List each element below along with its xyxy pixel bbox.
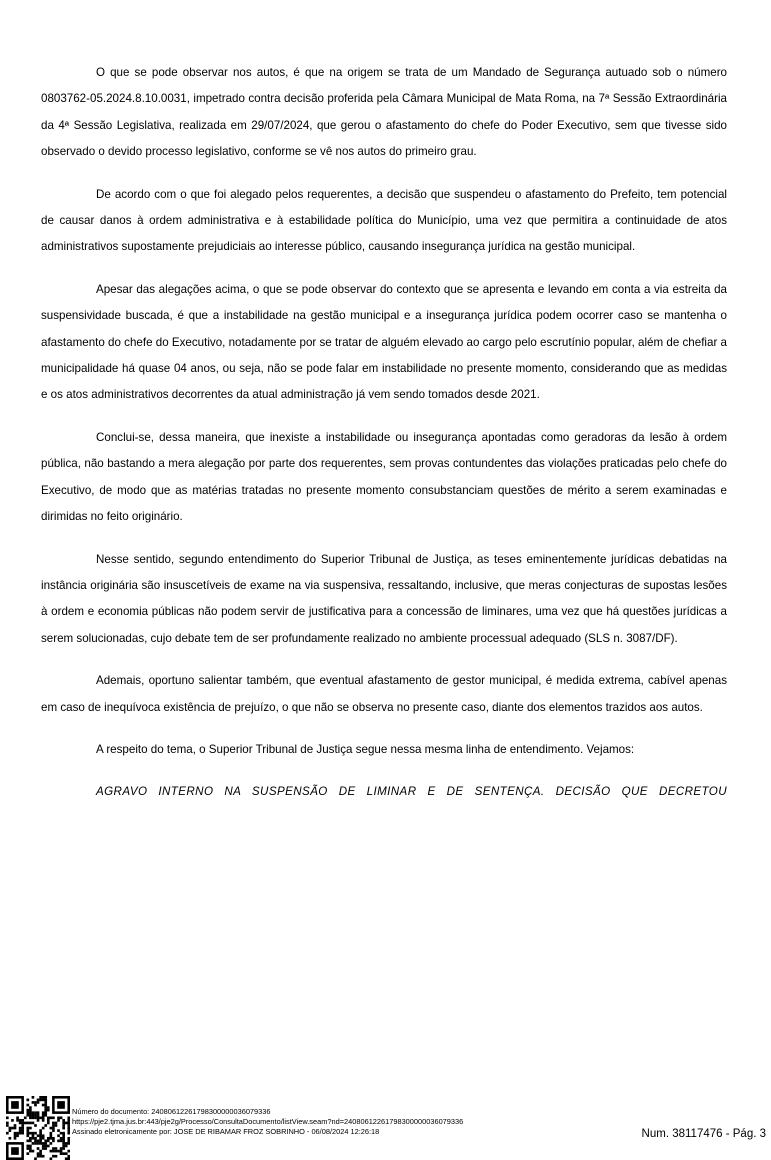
paragraph: De acordo com o que foi alegado pelos requerentes, a decisão que suspendeu o afastamento do Prefeito, tem potencial de causar danos à ordem administrativa e à estabilidade política do Município, uma vez que permitira a continuidade de atos administrativos supostamente prejudiciais ao interesse público, causando insegurança jurídica na gestão municipal.: [41, 187, 727, 254]
paragraph: Ademais, oportuno salientar também, que eventual afastamento de gestor municipal, é medida extrema, cabível apenas em caso de inequívoca existência de prejuízo, o que não se observa no presente caso, diante dos elementos trazidos aos autos.: [41, 674, 727, 714]
paragraph: A respeito do tema, o Superior Tribunal de Justiça segue nessa mesma linha de entendimento. Vejamos:: [96, 742, 635, 756]
paragraph: Apesar das alegações acima, o que se pode observar do contexto que se apresenta e levando em conta a via estreita da suspensividade buscada, é que a instabilidade na gestão municipal e a insegurança jurídica podem ocorrer caso se mantenha o afastamento do chefe do Executivo, notadamente por se tratar de alguém elevado ao cargo pelo escrutínio popular, além de chefiar a municipalidade há quase 04 anos, ou seja, não se pode falar em instabilidade no presente momento, considerando que as medidas e os atos administrativos decorrentes da atual administração já vem sendo tomados desde 2021.: [41, 282, 727, 402]
citation-heading: AGRAVO INTERNO NA SUSPENSÃO DE LIMINAR E DE SENTENÇA. DECISÃO QUE DECRETOU: [96, 785, 727, 799]
paragraph: Nesse sentido, segundo entendimento do Superior Tribunal de Justiça, as teses eminentemente jurídicas debatidas na instância originária são insuscetíveis de exame na via suspensiva, ressaltando, inclusive, que meras conjecturas de supostas lesões à ordem e economia públicas não podem servir de justificativa para a concessão de liminares, uma vez que há questões jurídicas a serem solucionadas, cujo debate tem de ser profundamente realizado no ambiente processual adequado (SLS n. 3087/DF).: [41, 552, 727, 645]
paragraph: Conclui-se, dessa maneira, que inexiste a instabilidade ou insegurança apontadas como geradoras da lesão à ordem pública, não bastando a mera alegação por parte dos requerentes, sem provas contundentes das violações praticadas pelo chefe do Executivo, de modo que as matérias tratadas no presente momento consubstanciam questões de mérito a serem examinadas e dirimidas no feito originário.: [41, 430, 727, 524]
document-number: Número do documento: 24080612261798300000036079336: [72, 1107, 271, 1116]
document-footer: [0, 1094, 771, 1160]
qr-code-icon: [6, 1096, 70, 1160]
document-url[interactable]: https://pje2.tjma.jus.br:443/pje2g/Processo/ConsultaDocumento/listView.seam?nd=24080612261798300000036079336: [72, 1117, 464, 1126]
page-number: Num. 38117476 - Pág. 3: [641, 1128, 766, 1140]
signature-line: Assinado eletronicamente por: JOSE DE RIBAMAR FROZ SOBRINHO - 06/08/2024 12:26:18: [72, 1127, 380, 1136]
paragraph: O que se pode observar nos autos, é que na origem se trata de um Mandado de Segurança autuado sob o número 0803762-05.2024.8.10.0031, impetrado contra decisão proferida pela Câmara Municipal de Mata Roma, na 7ª Sessão Extraordinária da 4ª Sessão Legislativa, realizada em 29/07/2024, que gerou o afastamento do chefe do Poder Executivo, sem que tivesse sido observado o devido processo legislativo, conforme se vê nos autos do primeiro grau.: [41, 66, 727, 159]
document-body: [41, 60, 727, 822]
